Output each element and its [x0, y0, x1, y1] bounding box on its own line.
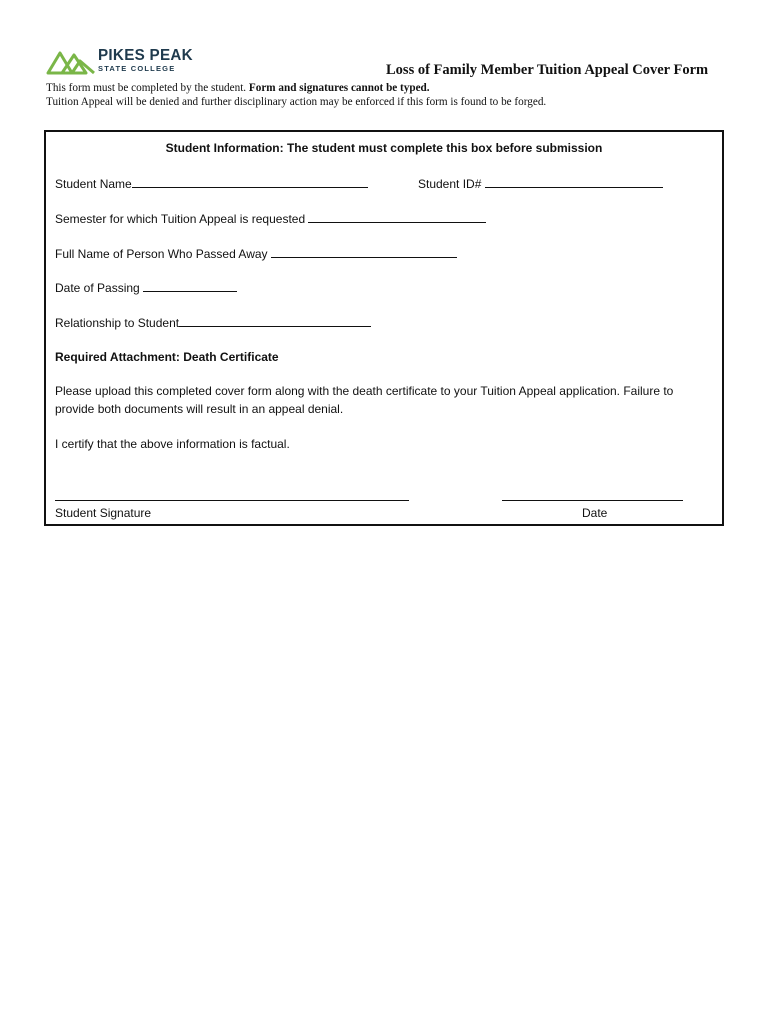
intro-line-1-plain: This form must be completed by the student. — [46, 82, 249, 94]
student-information-box — [44, 130, 724, 526]
date-label: Date — [582, 506, 608, 520]
date-line[interactable] — [502, 500, 683, 501]
semester-field[interactable] — [308, 211, 486, 223]
intro-line-2: Tuition Appeal will be denied and further disciplinary action may be enforced if this form is found to be forged. — [46, 96, 547, 108]
logo-subtitle: STATE COLLEGE — [98, 64, 176, 73]
intro-text — [46, 81, 546, 109]
date-passing-label: Date of Passing — [55, 281, 140, 295]
semester-row — [55, 211, 486, 226]
attachment-label: Required Attachment: Death Certificate — [55, 350, 279, 364]
student-id-label: Student ID# — [418, 177, 482, 191]
box-heading: Student Information: The student must complete this box before submission — [165, 141, 603, 155]
student-id-field[interactable] — [485, 176, 663, 188]
date-passing-field[interactable] — [143, 280, 237, 292]
semester-label: Semester for which Tuition Appeal is requested — [55, 212, 306, 226]
student-name-row — [55, 176, 368, 191]
logo-name: PIKES PEAK — [98, 47, 193, 64]
signature-line[interactable] — [55, 500, 409, 501]
certify-statement: I certify that the above information is factual. — [55, 437, 290, 451]
relationship-label: Relationship to Student — [55, 316, 180, 330]
logo-wordmark — [98, 47, 198, 73]
person-row — [55, 246, 457, 261]
relationship-row — [55, 315, 371, 330]
signature-label: Student Signature — [55, 506, 152, 520]
person-label: Full Name of Person Who Passed Away — [55, 247, 268, 261]
intro-line-1 — [46, 81, 546, 95]
student-name-field[interactable] — [132, 176, 368, 188]
student-name-label: Student Name — [55, 177, 132, 191]
intro-line-1-bold: Form and signatures cannot be typed. — [248, 82, 430, 94]
relationship-field[interactable] — [179, 315, 371, 327]
date-passing-row — [55, 280, 237, 295]
college-logo — [46, 47, 98, 75]
document-title: Loss of Family Member Tuition Appeal Cover Form — [386, 62, 709, 78]
upload-instructions: Please upload this completed cover form along with the death certificate to your Tuition Appeal application. Failure to provide both documents will result in an appeal denial. — [55, 384, 674, 416]
student-id-row — [418, 176, 663, 191]
person-field[interactable] — [271, 246, 457, 258]
